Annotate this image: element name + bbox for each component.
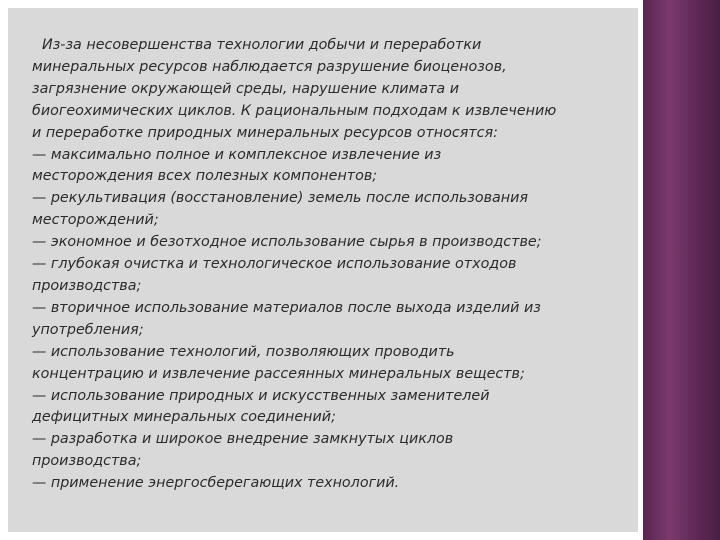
body-text (32, 35, 632, 495)
text-panel (8, 8, 638, 532)
text-line: биогеохимических циклов. К рациональным подходам к извлечению (32, 102, 557, 119)
list-item: — максимально полное и комплексное извлечение из (32, 146, 442, 163)
list-item: — применение энергосберегающих технологий. (32, 475, 400, 492)
decorative-side-bar (643, 0, 720, 540)
text-line: месторождений; (32, 212, 159, 229)
list-item: — глубокая очистка и технологическое использование отходов (32, 256, 517, 273)
text-line: Из-за несовершенства технологии добычи и переработки (42, 37, 482, 53)
text-line: производства; (32, 453, 142, 470)
text-line: производства; (32, 277, 142, 294)
list-item: — вторичное использование материалов после выхода изделий из (32, 299, 541, 316)
text-line: и переработке природных минеральных ресурсов относятся: (32, 124, 498, 141)
list-item: — разработка и широкое внедрение замкнутых циклов (32, 431, 454, 448)
text-line: концентрацию и извлечение рассеянных минеральных веществ; (32, 365, 525, 382)
text-line: месторождения всех полезных компонентов; (32, 168, 378, 185)
list-item: — экономное и безотходное использование сырья в производстве; (32, 234, 542, 251)
list-item: — использование технологий, позволяющих проводить (32, 343, 455, 360)
text-line: употребления; (32, 321, 144, 338)
list-item: — рекультивация (восстановление) земель после использования (32, 190, 529, 207)
list-item: — использование природных и искусственных заменителей (32, 387, 490, 404)
text-line: дефицитных минеральных соединений; (32, 409, 336, 426)
text-line: загрязнение окружающей среды, нарушение климата и (32, 80, 460, 97)
text-line: минеральных ресурсов наблюдается разрушение биоценозов, (32, 58, 507, 75)
